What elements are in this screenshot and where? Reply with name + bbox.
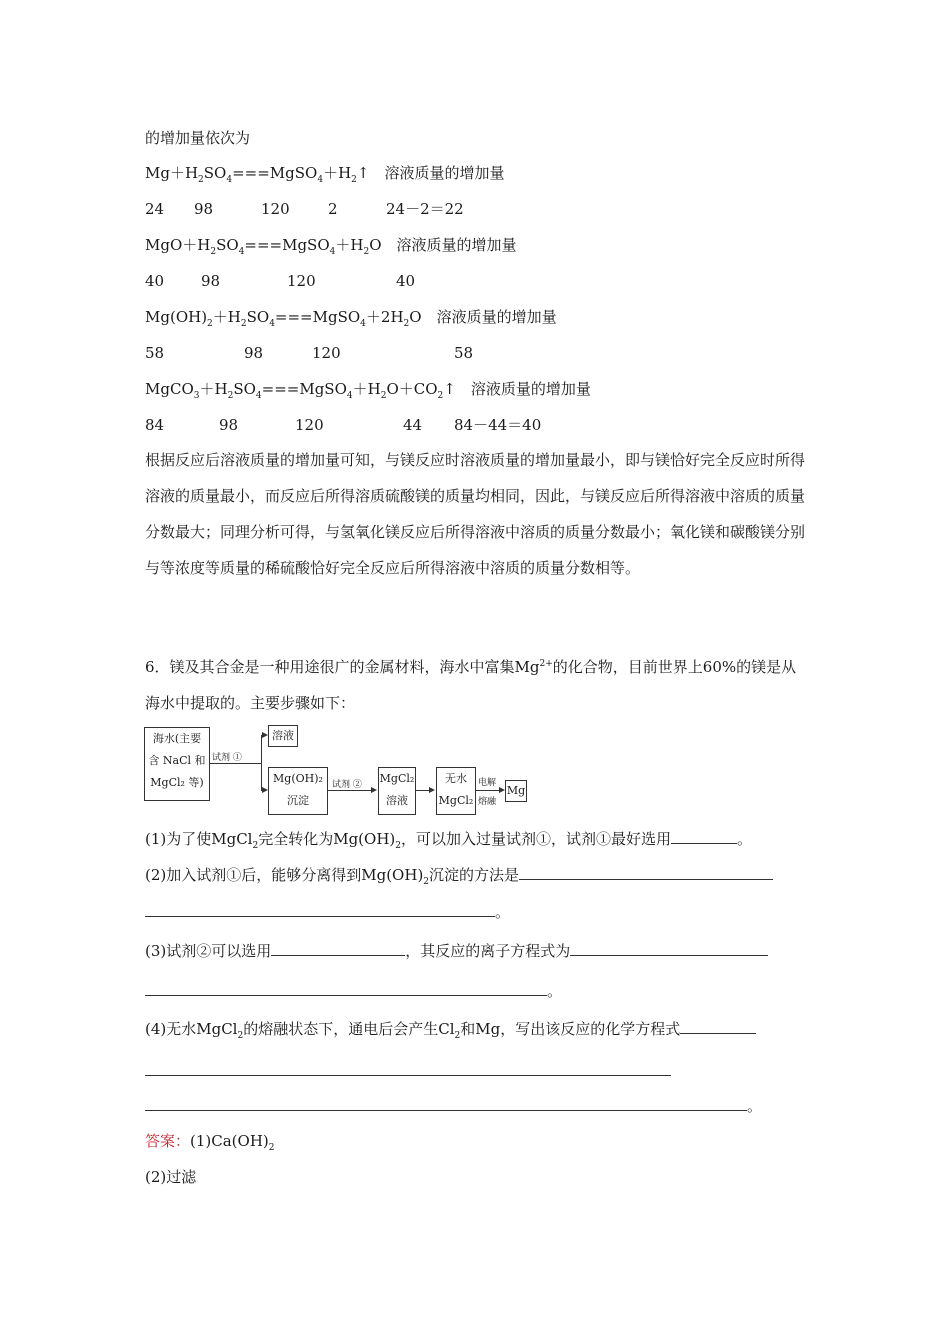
equation-mg: $Mg+H_2SO_4===MgSO_4+H_2↑$ 溶液质量的增加量 — [145, 164, 505, 185]
value: 44 — [403, 416, 423, 434]
value: 98 — [219, 416, 239, 434]
answer-line-1: 答案：$(1)Ca(OH)_2$ — [145, 1132, 275, 1153]
answer-blank[interactable] — [570, 941, 768, 956]
sub-question-2: (2)加入试剂①后，能够分离得到$Mg(OH)_2$沉淀的方法是 — [145, 865, 773, 892]
value: 120 — [261, 200, 290, 218]
answer-label: 答案： — [145, 1132, 191, 1150]
answer-line-2: (2)过滤 — [145, 1168, 197, 1186]
value: 120 — [287, 272, 316, 290]
sub-question-3: (3)试剂②可以选用 ，其反应的离子方程式为 — [145, 941, 768, 961]
value: 58 — [454, 344, 474, 362]
answer-blank[interactable] — [680, 1019, 756, 1034]
answer-blank[interactable] — [671, 829, 737, 844]
seawater-box — [144, 727, 210, 801]
value: 24－2＝22 — [386, 200, 464, 218]
anhydrous-mgcl2-box — [436, 767, 476, 815]
value: 120 — [295, 416, 324, 434]
arrow-right-icon — [429, 787, 435, 793]
value: 58 — [145, 344, 165, 362]
value: 2 — [328, 200, 338, 218]
value: 98 — [201, 272, 221, 290]
electrolysis-label: 电解 — [478, 778, 497, 788]
arrow-right-icon — [371, 787, 377, 793]
solution-box: 溶液 — [268, 725, 298, 747]
label: Mg(OH)₂ — [273, 772, 323, 785]
mg-box: Mg — [505, 780, 527, 802]
label: 溶液 — [386, 794, 408, 807]
value: 98 — [244, 344, 264, 362]
label: MgCl₂ 等) — [150, 776, 204, 789]
sub-question-4-cont: 。 — [145, 1096, 762, 1116]
molten-label: 熔融 — [478, 797, 497, 807]
label: 沉淀 — [287, 794, 309, 807]
sub-question-3-cont: 。 — [145, 981, 562, 1001]
mgoh2-precipitate-box — [268, 767, 328, 815]
label: 含 NaCl 和 — [148, 754, 206, 767]
value: 40 — [396, 272, 416, 290]
label: MgCl₂ — [379, 772, 415, 785]
value: 84－44＝40 — [454, 416, 542, 434]
value: 24 — [145, 200, 165, 218]
answer-blank[interactable] — [271, 941, 405, 956]
reagent-2-label: 试剂 ② — [332, 780, 362, 790]
intro-line: 的增加量依次为 — [145, 129, 251, 147]
equation-mgo: $MgO+H_2SO_4===MgSO_4+H_2O$ 溶液质量的增加量 — [145, 236, 517, 257]
label: MgCl₂ — [438, 794, 474, 807]
value: 40 — [145, 272, 165, 290]
sub-question-1: (1)为了使MgCl$_2$完全转化为$Mg(OH)_2$，可以加入过量试剂①，试剂①最好选用 。 — [145, 830, 753, 851]
value: 84 — [145, 416, 165, 434]
value: 120 — [312, 344, 341, 362]
equation-mgco3: $MgCO_3+H_2SO_4===MgSO_4+H_2O+CO_2↑$ 溶液质量的增加量 — [145, 380, 591, 401]
analysis-paragraph: 根据反应后溶液质量的增加量可知，与镁反应时溶液质量的增加量最小，即与镁恰好完全反应时所得溶液的质量最小，而反应后所得溶质硫酸镁的质量均相同，因此，与镁反应后所得溶液中溶质的质量分数最大；同理分析可得，与氢氧化镁反应后所得溶液中溶质的质量分数最小；氧化镁和碳酸镁分别与等浓度等质量的稀硫酸恰好完全反应后所得溶液中溶质的质量分数相等。 — [145, 451, 806, 577]
answer-blank[interactable] — [145, 1096, 747, 1111]
answer-blank[interactable] — [145, 902, 495, 917]
answer-blank-line[interactable] — [145, 1074, 671, 1076]
question-6: 6．镁及其合金是一种用途很广的金属材料，海水中富集$Mg^{2+}$的化合物，目前世界上60%的镁是从海水中提取的。主要步骤如下： — [145, 658, 797, 712]
sub-question-4: (4)无水MgCl$_2$的熔融状态下，通电后会产生$Cl_2$和Mg，写出该反应的化学方程式 — [145, 1019, 756, 1046]
answer-blank[interactable] — [145, 981, 547, 996]
sub-question-2-cont: 。 — [145, 902, 510, 922]
answer-blank[interactable] — [519, 865, 773, 880]
mgcl2-solution-box — [378, 767, 416, 815]
label: 无水 — [445, 772, 467, 785]
value: 98 — [194, 200, 214, 218]
label: 海水(主要 — [152, 732, 202, 745]
reagent-1-label: 试剂 ① — [212, 753, 242, 763]
equation-mgoh2: $Mg(OH)_2+H_2SO_4===MgSO_4+2H_2O$ 溶液质量的增加量 — [145, 308, 557, 329]
